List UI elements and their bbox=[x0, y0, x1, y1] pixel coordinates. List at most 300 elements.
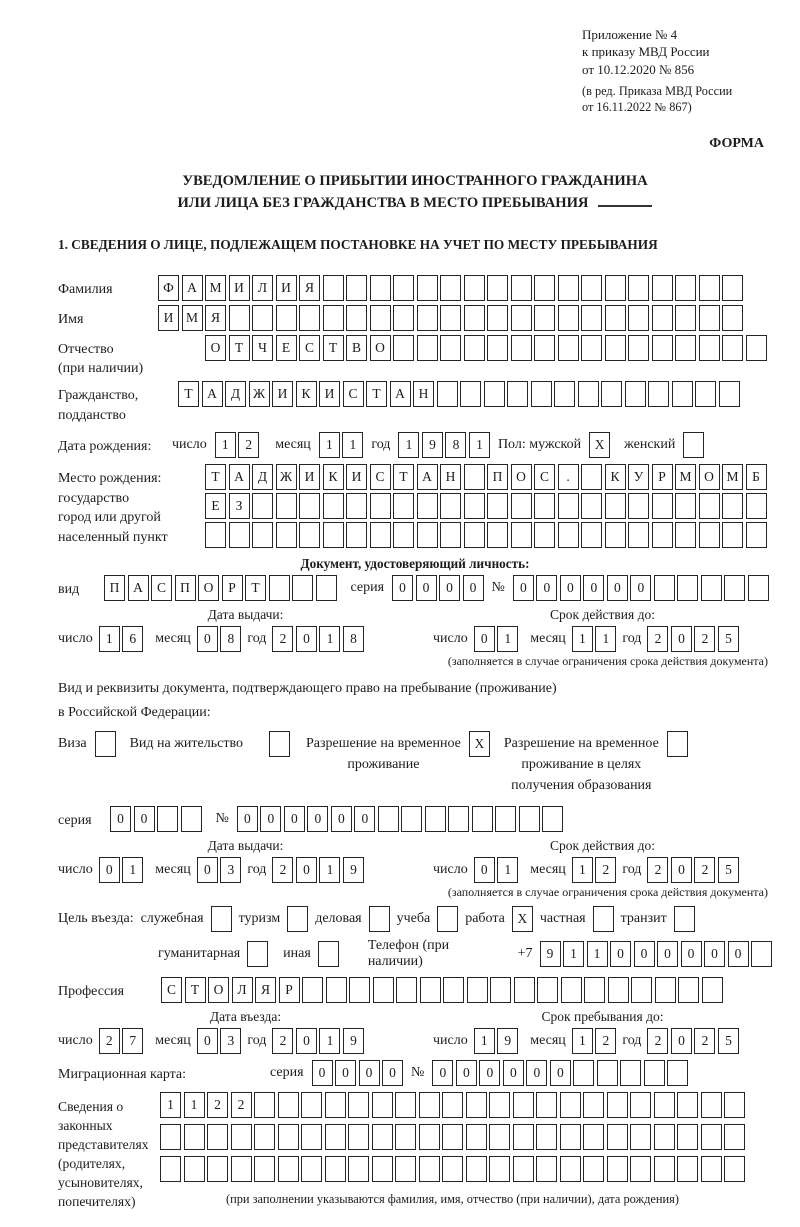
char-cell[interactable] bbox=[318, 941, 339, 967]
char-cell[interactable] bbox=[464, 464, 485, 490]
char-cell[interactable] bbox=[346, 305, 367, 331]
char-cell[interactable] bbox=[628, 522, 649, 548]
char-cell[interactable] bbox=[346, 522, 367, 548]
char-cell[interactable] bbox=[370, 275, 391, 301]
char-cell[interactable] bbox=[675, 275, 696, 301]
char-cell[interactable] bbox=[519, 806, 540, 832]
char-cell[interactable] bbox=[581, 522, 602, 548]
char-cell[interactable]: 0 bbox=[634, 941, 655, 967]
char-cell[interactable] bbox=[417, 493, 438, 519]
char-cell[interactable]: 1 bbox=[99, 626, 120, 652]
char-cell[interactable] bbox=[302, 977, 323, 1003]
char-cell[interactable]: О bbox=[208, 977, 229, 1003]
char-cell[interactable] bbox=[229, 522, 250, 548]
char-cell[interactable]: О bbox=[198, 575, 219, 601]
char-cell[interactable]: А bbox=[202, 381, 223, 407]
char-cell[interactable]: О bbox=[205, 335, 226, 361]
char-cell[interactable] bbox=[393, 305, 414, 331]
char-cell[interactable] bbox=[348, 1156, 369, 1182]
char-cell[interactable] bbox=[495, 806, 516, 832]
char-cell[interactable]: У bbox=[628, 464, 649, 490]
char-cell[interactable] bbox=[655, 977, 676, 1003]
char-cell[interactable]: 0 bbox=[704, 941, 725, 967]
char-cell[interactable] bbox=[440, 335, 461, 361]
char-cell[interactable]: 2 bbox=[207, 1092, 228, 1118]
char-cell[interactable] bbox=[487, 522, 508, 548]
char-cell[interactable]: К bbox=[296, 381, 317, 407]
char-cell[interactable]: И bbox=[319, 381, 340, 407]
char-cell[interactable]: К bbox=[323, 464, 344, 490]
char-cell[interactable]: 1 bbox=[563, 941, 584, 967]
char-cell[interactable] bbox=[511, 335, 532, 361]
char-cell[interactable]: Л bbox=[232, 977, 253, 1003]
char-cell[interactable]: О bbox=[699, 464, 720, 490]
char-cell[interactable]: Е bbox=[205, 493, 226, 519]
char-cell[interactable]: 2 bbox=[272, 626, 293, 652]
char-cell[interactable] bbox=[207, 1124, 228, 1150]
char-cell[interactable]: А bbox=[128, 575, 149, 601]
char-cell[interactable]: 0 bbox=[479, 1060, 500, 1086]
char-cell[interactable] bbox=[584, 977, 605, 1003]
char-cell[interactable] bbox=[675, 493, 696, 519]
char-cell[interactable] bbox=[181, 806, 202, 832]
char-cell[interactable] bbox=[276, 305, 297, 331]
char-cell[interactable] bbox=[607, 1124, 628, 1150]
char-cell[interactable] bbox=[489, 1124, 510, 1150]
char-cell[interactable] bbox=[722, 335, 743, 361]
char-cell[interactable]: 0 bbox=[610, 941, 631, 967]
char-cell[interactable]: С bbox=[534, 464, 555, 490]
char-cell[interactable] bbox=[628, 275, 649, 301]
char-cell[interactable] bbox=[401, 806, 422, 832]
char-cell[interactable]: И bbox=[276, 275, 297, 301]
char-cell[interactable] bbox=[160, 1156, 181, 1182]
char-cell[interactable]: Т bbox=[245, 575, 266, 601]
char-cell[interactable] bbox=[440, 305, 461, 331]
char-cell[interactable]: 0 bbox=[456, 1060, 477, 1086]
char-cell[interactable]: 0 bbox=[463, 575, 484, 601]
char-cell[interactable]: 0 bbox=[284, 806, 305, 832]
char-cell[interactable] bbox=[393, 275, 414, 301]
char-cell[interactable] bbox=[440, 275, 461, 301]
char-cell[interactable]: 2 bbox=[99, 1028, 120, 1054]
char-cell[interactable] bbox=[316, 575, 337, 601]
char-cell[interactable] bbox=[378, 806, 399, 832]
char-cell[interactable] bbox=[276, 522, 297, 548]
char-cell[interactable] bbox=[542, 806, 563, 832]
char-cell[interactable]: 0 bbox=[312, 1060, 333, 1086]
char-cell[interactable]: 0 bbox=[607, 575, 628, 601]
char-cell[interactable]: 0 bbox=[526, 1060, 547, 1086]
char-cell[interactable] bbox=[558, 522, 579, 548]
char-cell[interactable] bbox=[442, 1092, 463, 1118]
char-cell[interactable]: 0 bbox=[474, 626, 495, 652]
char-cell[interactable] bbox=[748, 575, 769, 601]
char-cell[interactable]: 0 bbox=[354, 806, 375, 832]
char-cell[interactable]: Б bbox=[746, 464, 767, 490]
char-cell[interactable]: . bbox=[558, 464, 579, 490]
char-cell[interactable] bbox=[722, 275, 743, 301]
char-cell[interactable] bbox=[534, 522, 555, 548]
char-cell[interactable]: Я bbox=[205, 305, 226, 331]
char-cell[interactable] bbox=[466, 1124, 487, 1150]
char-cell[interactable]: 0 bbox=[416, 575, 437, 601]
char-cell[interactable] bbox=[560, 1156, 581, 1182]
char-cell[interactable] bbox=[628, 493, 649, 519]
char-cell[interactable]: 1 bbox=[319, 432, 340, 458]
char-cell[interactable] bbox=[581, 305, 602, 331]
char-cell[interactable] bbox=[674, 906, 695, 932]
char-cell[interactable] bbox=[299, 305, 320, 331]
char-cell[interactable]: X bbox=[469, 731, 490, 757]
char-cell[interactable] bbox=[534, 305, 555, 331]
char-cell[interactable]: 1 bbox=[319, 626, 340, 652]
char-cell[interactable]: 0 bbox=[474, 857, 495, 883]
char-cell[interactable]: 2 bbox=[694, 1028, 715, 1054]
char-cell[interactable] bbox=[464, 335, 485, 361]
char-cell[interactable] bbox=[231, 1156, 252, 1182]
char-cell[interactable] bbox=[417, 522, 438, 548]
char-cell[interactable]: 9 bbox=[540, 941, 561, 967]
char-cell[interactable]: 5 bbox=[718, 857, 739, 883]
char-cell[interactable]: 1 bbox=[497, 857, 518, 883]
char-cell[interactable] bbox=[701, 1124, 722, 1150]
char-cell[interactable] bbox=[561, 977, 582, 1003]
char-cell[interactable] bbox=[464, 275, 485, 301]
char-cell[interactable]: 1 bbox=[497, 626, 518, 652]
char-cell[interactable] bbox=[511, 522, 532, 548]
char-cell[interactable] bbox=[417, 305, 438, 331]
char-cell[interactable] bbox=[346, 493, 367, 519]
char-cell[interactable]: С bbox=[370, 464, 391, 490]
char-cell[interactable]: 0 bbox=[503, 1060, 524, 1086]
char-cell[interactable]: Т bbox=[229, 335, 250, 361]
char-cell[interactable]: О bbox=[511, 464, 532, 490]
char-cell[interactable]: 8 bbox=[445, 432, 466, 458]
char-cell[interactable] bbox=[184, 1156, 205, 1182]
char-cell[interactable] bbox=[583, 1092, 604, 1118]
char-cell[interactable]: П bbox=[487, 464, 508, 490]
char-cell[interactable]: А bbox=[390, 381, 411, 407]
char-cell[interactable] bbox=[472, 806, 493, 832]
char-cell[interactable] bbox=[184, 1124, 205, 1150]
char-cell[interactable] bbox=[487, 493, 508, 519]
char-cell[interactable]: А bbox=[417, 464, 438, 490]
char-cell[interactable]: 3 bbox=[220, 857, 241, 883]
char-cell[interactable]: 0 bbox=[550, 1060, 571, 1086]
char-cell[interactable] bbox=[326, 977, 347, 1003]
char-cell[interactable]: 0 bbox=[260, 806, 281, 832]
char-cell[interactable]: 0 bbox=[671, 857, 692, 883]
char-cell[interactable]: Р bbox=[222, 575, 243, 601]
char-cell[interactable]: С bbox=[161, 977, 182, 1003]
char-cell[interactable] bbox=[746, 522, 767, 548]
char-cell[interactable]: 9 bbox=[497, 1028, 518, 1054]
char-cell[interactable] bbox=[287, 906, 308, 932]
char-cell[interactable] bbox=[466, 1092, 487, 1118]
char-cell[interactable] bbox=[420, 977, 441, 1003]
char-cell[interactable] bbox=[419, 1156, 440, 1182]
char-cell[interactable] bbox=[395, 1092, 416, 1118]
char-cell[interactable] bbox=[701, 1092, 722, 1118]
char-cell[interactable] bbox=[440, 493, 461, 519]
char-cell[interactable] bbox=[628, 335, 649, 361]
char-cell[interactable] bbox=[675, 305, 696, 331]
char-cell[interactable] bbox=[702, 977, 723, 1003]
char-cell[interactable] bbox=[323, 275, 344, 301]
char-cell[interactable] bbox=[323, 522, 344, 548]
char-cell[interactable]: 2 bbox=[272, 1028, 293, 1054]
char-cell[interactable] bbox=[537, 977, 558, 1003]
char-cell[interactable] bbox=[348, 1092, 369, 1118]
char-cell[interactable] bbox=[299, 522, 320, 548]
char-cell[interactable] bbox=[396, 977, 417, 1003]
char-cell[interactable] bbox=[393, 493, 414, 519]
char-cell[interactable] bbox=[489, 1156, 510, 1182]
char-cell[interactable]: 1 bbox=[572, 857, 593, 883]
char-cell[interactable] bbox=[654, 1156, 675, 1182]
char-cell[interactable] bbox=[466, 1156, 487, 1182]
char-cell[interactable] bbox=[558, 493, 579, 519]
char-cell[interactable]: О bbox=[370, 335, 391, 361]
char-cell[interactable] bbox=[677, 1092, 698, 1118]
char-cell[interactable] bbox=[323, 305, 344, 331]
char-cell[interactable] bbox=[299, 493, 320, 519]
char-cell[interactable] bbox=[560, 1124, 581, 1150]
char-cell[interactable]: 2 bbox=[595, 1028, 616, 1054]
char-cell[interactable] bbox=[323, 493, 344, 519]
char-cell[interactable] bbox=[513, 1156, 534, 1182]
char-cell[interactable] bbox=[652, 275, 673, 301]
char-cell[interactable]: 1 bbox=[595, 626, 616, 652]
char-cell[interactable] bbox=[699, 275, 720, 301]
char-cell[interactable] bbox=[373, 977, 394, 1003]
char-cell[interactable] bbox=[487, 275, 508, 301]
char-cell[interactable]: 0 bbox=[197, 1028, 218, 1054]
char-cell[interactable]: Н bbox=[440, 464, 461, 490]
char-cell[interactable] bbox=[442, 1124, 463, 1150]
char-cell[interactable]: 2 bbox=[595, 857, 616, 883]
char-cell[interactable] bbox=[724, 1156, 745, 1182]
char-cell[interactable] bbox=[701, 575, 722, 601]
char-cell[interactable] bbox=[536, 1092, 557, 1118]
char-cell[interactable]: 0 bbox=[671, 626, 692, 652]
char-cell[interactable]: 1 bbox=[122, 857, 143, 883]
char-cell[interactable]: Д bbox=[225, 381, 246, 407]
char-cell[interactable] bbox=[464, 522, 485, 548]
char-cell[interactable]: 0 bbox=[439, 575, 460, 601]
char-cell[interactable] bbox=[514, 977, 535, 1003]
char-cell[interactable] bbox=[578, 381, 599, 407]
char-cell[interactable] bbox=[372, 1156, 393, 1182]
char-cell[interactable]: В bbox=[346, 335, 367, 361]
char-cell[interactable]: 0 bbox=[671, 1028, 692, 1054]
char-cell[interactable] bbox=[417, 275, 438, 301]
char-cell[interactable]: 0 bbox=[630, 575, 651, 601]
char-cell[interactable]: 8 bbox=[220, 626, 241, 652]
char-cell[interactable]: 1 bbox=[572, 626, 593, 652]
char-cell[interactable]: И bbox=[272, 381, 293, 407]
char-cell[interactable] bbox=[581, 275, 602, 301]
char-cell[interactable] bbox=[531, 381, 552, 407]
char-cell[interactable] bbox=[605, 493, 626, 519]
char-cell[interactable] bbox=[278, 1124, 299, 1150]
char-cell[interactable] bbox=[252, 305, 273, 331]
char-cell[interactable] bbox=[630, 1124, 651, 1150]
char-cell[interactable] bbox=[677, 575, 698, 601]
char-cell[interactable]: 1 bbox=[587, 941, 608, 967]
char-cell[interactable]: Ж bbox=[276, 464, 297, 490]
char-cell[interactable] bbox=[581, 464, 602, 490]
char-cell[interactable] bbox=[467, 977, 488, 1003]
char-cell[interactable] bbox=[211, 906, 232, 932]
char-cell[interactable] bbox=[652, 305, 673, 331]
char-cell[interactable] bbox=[722, 305, 743, 331]
char-cell[interactable] bbox=[292, 575, 313, 601]
char-cell[interactable]: К bbox=[605, 464, 626, 490]
char-cell[interactable]: 2 bbox=[231, 1092, 252, 1118]
char-cell[interactable] bbox=[597, 1060, 618, 1086]
char-cell[interactable] bbox=[349, 977, 370, 1003]
char-cell[interactable] bbox=[278, 1092, 299, 1118]
char-cell[interactable] bbox=[581, 493, 602, 519]
char-cell[interactable]: Т bbox=[205, 464, 226, 490]
char-cell[interactable] bbox=[675, 335, 696, 361]
char-cell[interactable] bbox=[395, 1156, 416, 1182]
char-cell[interactable]: А bbox=[229, 464, 250, 490]
char-cell[interactable] bbox=[644, 1060, 665, 1086]
char-cell[interactable] bbox=[583, 1156, 604, 1182]
char-cell[interactable]: 7 bbox=[122, 1028, 143, 1054]
char-cell[interactable] bbox=[536, 1156, 557, 1182]
char-cell[interactable]: 0 bbox=[307, 806, 328, 832]
char-cell[interactable] bbox=[370, 522, 391, 548]
char-cell[interactable]: 0 bbox=[296, 626, 317, 652]
char-cell[interactable] bbox=[393, 335, 414, 361]
char-cell[interactable] bbox=[654, 575, 675, 601]
char-cell[interactable]: 2 bbox=[647, 857, 668, 883]
char-cell[interactable] bbox=[448, 806, 469, 832]
char-cell[interactable] bbox=[699, 335, 720, 361]
char-cell[interactable]: 0 bbox=[331, 806, 352, 832]
char-cell[interactable]: 0 bbox=[237, 806, 258, 832]
char-cell[interactable] bbox=[490, 977, 511, 1003]
char-cell[interactable] bbox=[620, 1060, 641, 1086]
char-cell[interactable]: Н bbox=[413, 381, 434, 407]
char-cell[interactable]: 1 bbox=[160, 1092, 181, 1118]
char-cell[interactable]: 2 bbox=[647, 1028, 668, 1054]
char-cell[interactable]: М bbox=[182, 305, 203, 331]
char-cell[interactable] bbox=[231, 1124, 252, 1150]
char-cell[interactable] bbox=[581, 335, 602, 361]
char-cell[interactable]: И bbox=[229, 275, 250, 301]
char-cell[interactable] bbox=[395, 1124, 416, 1150]
char-cell[interactable] bbox=[554, 381, 575, 407]
char-cell[interactable]: 1 bbox=[319, 857, 340, 883]
char-cell[interactable] bbox=[699, 305, 720, 331]
char-cell[interactable] bbox=[369, 906, 390, 932]
char-cell[interactable]: 1 bbox=[398, 432, 419, 458]
char-cell[interactable] bbox=[628, 305, 649, 331]
char-cell[interactable] bbox=[675, 522, 696, 548]
char-cell[interactable]: 9 bbox=[422, 432, 443, 458]
char-cell[interactable] bbox=[460, 381, 481, 407]
char-cell[interactable]: Ж bbox=[249, 381, 270, 407]
char-cell[interactable] bbox=[372, 1092, 393, 1118]
char-cell[interactable] bbox=[605, 522, 626, 548]
char-cell[interactable]: 1 bbox=[572, 1028, 593, 1054]
char-cell[interactable] bbox=[534, 493, 555, 519]
char-cell[interactable]: 2 bbox=[694, 626, 715, 652]
char-cell[interactable] bbox=[583, 1124, 604, 1150]
char-cell[interactable] bbox=[630, 1092, 651, 1118]
char-cell[interactable]: И bbox=[346, 464, 367, 490]
char-cell[interactable] bbox=[370, 493, 391, 519]
char-cell[interactable] bbox=[393, 522, 414, 548]
char-cell[interactable]: Т bbox=[323, 335, 344, 361]
char-cell[interactable]: 0 bbox=[134, 806, 155, 832]
char-cell[interactable]: X bbox=[512, 906, 533, 932]
char-cell[interactable] bbox=[464, 305, 485, 331]
char-cell[interactable]: 0 bbox=[560, 575, 581, 601]
char-cell[interactable] bbox=[746, 335, 767, 361]
char-cell[interactable]: 5 bbox=[718, 1028, 739, 1054]
char-cell[interactable]: 2 bbox=[272, 857, 293, 883]
char-cell[interactable] bbox=[437, 906, 458, 932]
char-cell[interactable] bbox=[276, 493, 297, 519]
char-cell[interactable] bbox=[534, 275, 555, 301]
char-cell[interactable] bbox=[667, 731, 688, 757]
char-cell[interactable]: 3 bbox=[220, 1028, 241, 1054]
char-cell[interactable]: Ф bbox=[158, 275, 179, 301]
char-cell[interactable]: 0 bbox=[583, 575, 604, 601]
char-cell[interactable]: 0 bbox=[681, 941, 702, 967]
char-cell[interactable] bbox=[719, 381, 740, 407]
char-cell[interactable] bbox=[722, 522, 743, 548]
char-cell[interactable] bbox=[605, 305, 626, 331]
char-cell[interactable] bbox=[464, 493, 485, 519]
char-cell[interactable] bbox=[278, 1156, 299, 1182]
char-cell[interactable] bbox=[252, 493, 273, 519]
char-cell[interactable] bbox=[325, 1156, 346, 1182]
char-cell[interactable]: З bbox=[229, 493, 250, 519]
char-cell[interactable] bbox=[252, 522, 273, 548]
char-cell[interactable] bbox=[443, 977, 464, 1003]
char-cell[interactable] bbox=[654, 1092, 675, 1118]
char-cell[interactable] bbox=[489, 1092, 510, 1118]
char-cell[interactable]: Т bbox=[366, 381, 387, 407]
char-cell[interactable] bbox=[608, 977, 629, 1003]
char-cell[interactable] bbox=[677, 1124, 698, 1150]
char-cell[interactable]: М bbox=[675, 464, 696, 490]
char-cell[interactable]: 0 bbox=[432, 1060, 453, 1086]
char-cell[interactable]: 0 bbox=[110, 806, 131, 832]
char-cell[interactable] bbox=[254, 1156, 275, 1182]
char-cell[interactable]: 1 bbox=[342, 432, 363, 458]
char-cell[interactable]: 1 bbox=[184, 1092, 205, 1118]
char-cell[interactable]: И bbox=[299, 464, 320, 490]
char-cell[interactable] bbox=[370, 305, 391, 331]
char-cell[interactable] bbox=[683, 432, 704, 458]
char-cell[interactable]: 0 bbox=[335, 1060, 356, 1086]
char-cell[interactable]: 0 bbox=[728, 941, 749, 967]
char-cell[interactable]: 0 bbox=[536, 575, 557, 601]
char-cell[interactable] bbox=[746, 493, 767, 519]
char-cell[interactable]: X bbox=[589, 432, 610, 458]
char-cell[interactable] bbox=[601, 381, 622, 407]
char-cell[interactable] bbox=[442, 1156, 463, 1182]
char-cell[interactable] bbox=[722, 493, 743, 519]
